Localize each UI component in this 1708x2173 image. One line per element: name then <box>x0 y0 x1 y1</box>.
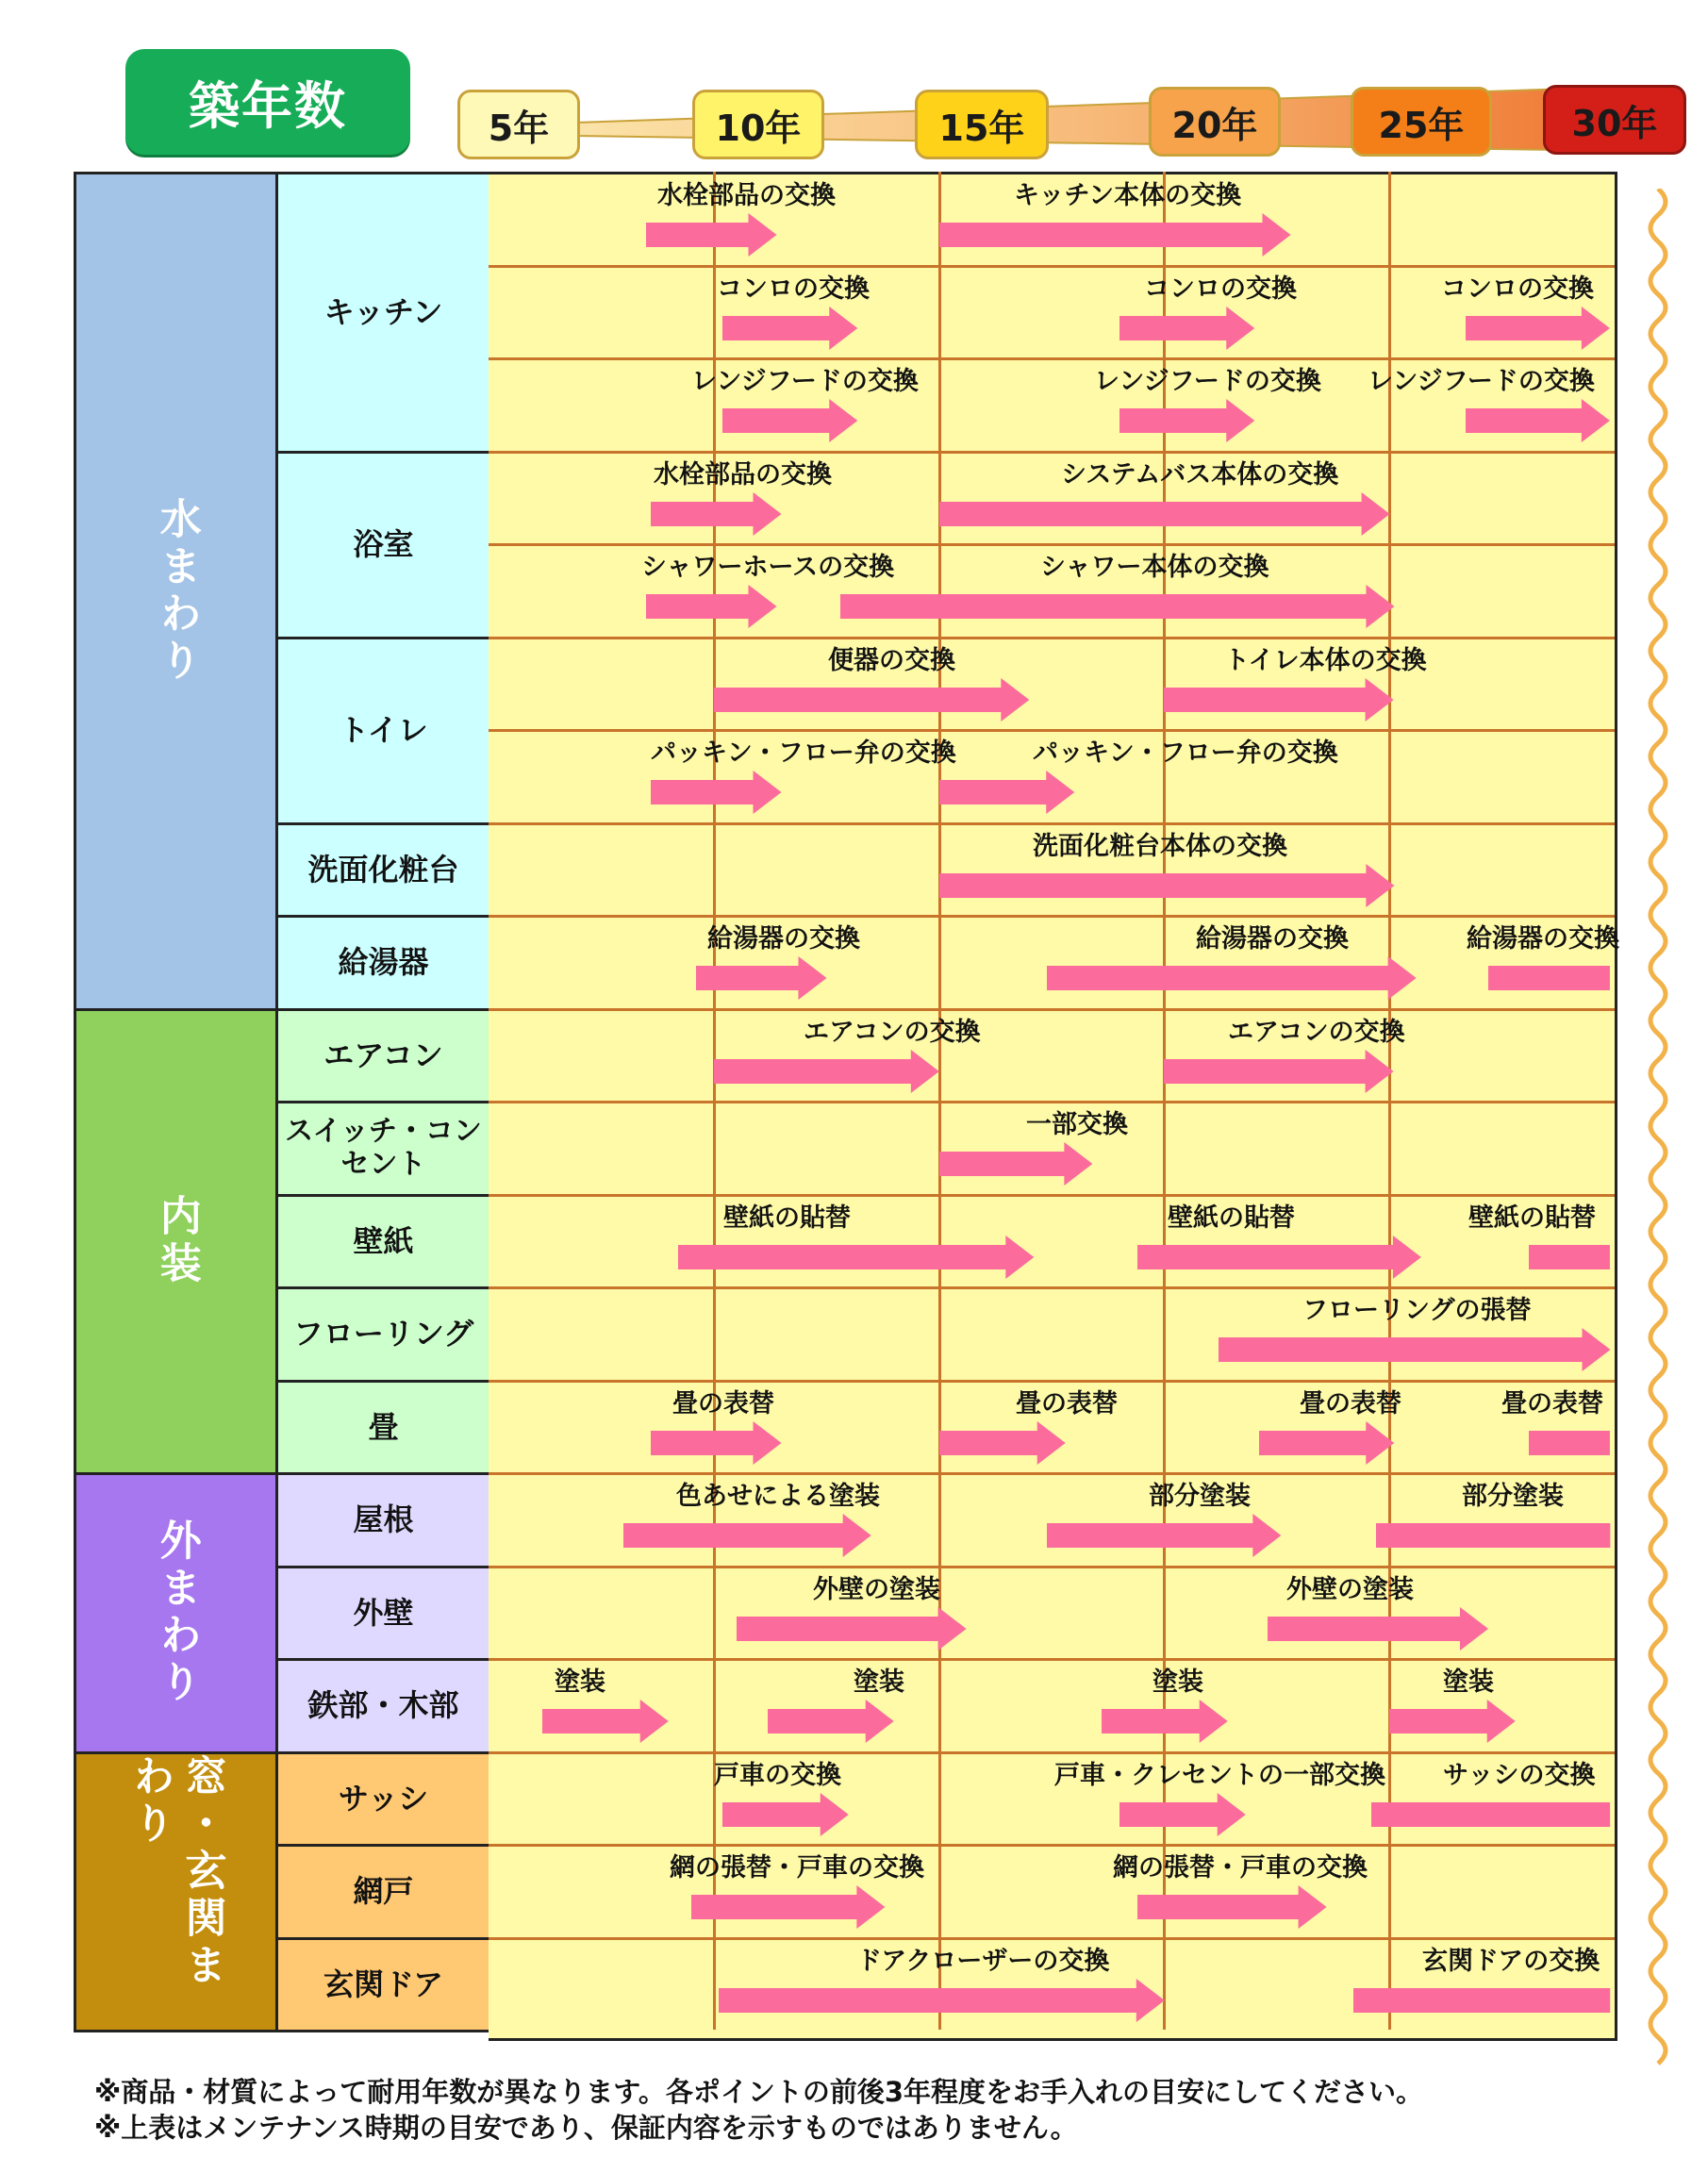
task-arrow <box>1529 1421 1610 1465</box>
task-arrow <box>939 1142 1092 1186</box>
subcategory-15: 網戸 <box>275 1844 491 1940</box>
task-label: フローリングの張替 <box>1302 1296 1532 1325</box>
task-label: 塗装 <box>1152 1667 1203 1697</box>
grid-hline <box>489 1472 1615 1475</box>
task-arrow <box>1389 1700 1516 1743</box>
task-label: 網の張替・戸車の交換 <box>1113 1853 1368 1883</box>
grid-hline <box>489 637 1615 639</box>
grid-hline <box>489 822 1615 825</box>
subcategory-8: 壁紙 <box>275 1194 491 1290</box>
task-label: 塗装 <box>555 1667 605 1697</box>
grid-hline <box>489 543 1615 546</box>
category-4 <box>74 1751 278 2033</box>
grid-hline <box>489 1844 1615 1847</box>
task-arrow <box>1102 1700 1228 1743</box>
task-label: 一部交換 <box>1026 1110 1128 1139</box>
task-label: コンロの交換 <box>1144 274 1297 304</box>
subcategory-1: キッチン <box>275 172 491 454</box>
task-arrow <box>1119 307 1254 350</box>
task-label: 玄関ドアの交換 <box>1422 1946 1600 1976</box>
task-label: コンロの交換 <box>1441 274 1594 304</box>
grid-hline <box>489 1101 1615 1103</box>
task-arrow <box>939 771 1074 814</box>
task-arrow <box>1353 1979 1610 2022</box>
subcategory-10: 畳 <box>275 1380 491 1476</box>
task-arrow <box>939 492 1390 536</box>
task-arrow <box>651 1421 782 1465</box>
task-arrow <box>939 213 1291 257</box>
task-label: 給湯器の交換 <box>1467 924 1619 954</box>
task-label: パッキン・フロー弁の交換 <box>651 738 956 768</box>
task-label: 便器の交換 <box>828 645 955 675</box>
task-arrow <box>1268 1607 1488 1650</box>
task-arrow <box>1488 956 1610 1000</box>
grid-hline <box>489 1566 1615 1568</box>
grid-hline <box>489 451 1615 454</box>
task-arrow <box>646 585 777 628</box>
task-arrow <box>1466 399 1610 442</box>
task-label: 畳の表替 <box>1016 1388 1118 1418</box>
grid-hline <box>489 1937 1615 1940</box>
task-label: 畳の表替 <box>1300 1388 1401 1418</box>
year-marker-6: 30年 <box>1543 85 1686 155</box>
footnote-durability: ※商品・材質によって耐用年数が異なります。各ポイントの前後3年程度をお手入れの目安にしてください。 <box>94 2076 1424 2108</box>
grid-hline <box>489 1008 1615 1011</box>
task-arrow <box>1529 1236 1610 1279</box>
task-arrow <box>768 1700 894 1743</box>
wavy-border-decoration <box>1639 189 1677 2065</box>
task-arrow <box>714 678 1029 722</box>
task-label: 外壁の塗装 <box>1286 1574 1414 1604</box>
task-label: シャワー本体の交換 <box>1040 553 1269 582</box>
task-arrow <box>646 213 777 257</box>
task-arrow <box>1047 1514 1281 1557</box>
task-arrow <box>651 492 782 536</box>
year-marker-1: 5年 <box>457 90 580 159</box>
task-label: シャワーホースの交換 <box>641 553 895 582</box>
year-marker-2: 10年 <box>692 90 824 159</box>
task-arrow <box>1466 307 1610 350</box>
task-label: 外壁の塗装 <box>813 1574 940 1604</box>
grid-hline <box>489 1658 1615 1661</box>
task-arrow <box>1376 1514 1610 1557</box>
task-label: 塗装 <box>1443 1667 1494 1697</box>
category-3 <box>74 1472 278 1754</box>
task-arrow <box>1259 1421 1394 1465</box>
subcategory-7: スイッチ・コンセント <box>275 1101 491 1197</box>
task-label: 色あせによる塗装 <box>676 1482 880 1511</box>
year-marker-3: 15年 <box>915 90 1049 159</box>
task-arrow <box>719 1979 1165 2022</box>
task-arrow <box>1164 678 1394 722</box>
category-label: 水まわり <box>152 496 201 686</box>
task-arrow <box>722 307 857 350</box>
task-label: キッチン本体の交換 <box>1014 181 1242 210</box>
category-label: 窓・玄関まわり <box>125 1753 226 1990</box>
task-arrow <box>840 585 1394 628</box>
category-label: 外まわり <box>152 1518 201 1708</box>
task-label: トイレ本体の交換 <box>1224 645 1427 675</box>
subcategory-5: 給湯器 <box>275 915 491 1011</box>
task-label: 戸車の交換 <box>714 1760 841 1790</box>
subcategory-13: 鉄部・木部 <box>275 1658 491 1754</box>
task-label: エアコンの交換 <box>804 1017 981 1047</box>
task-label: 洗面化粧台本体の交換 <box>1033 831 1287 861</box>
task-arrow <box>1119 399 1254 442</box>
grid-hline <box>489 915 1615 918</box>
task-label: パッキン・フロー弁の交換 <box>1033 738 1338 768</box>
task-label: コンロの交換 <box>717 274 870 304</box>
task-arrow <box>714 1050 939 1093</box>
task-label: サッシの交換 <box>1443 1760 1596 1790</box>
category-label: 内装 <box>152 1194 201 1289</box>
task-label: レンジフードの交換 <box>1094 367 1321 396</box>
grid-hline <box>489 265 1615 268</box>
task-label: 壁紙の貼替 <box>1468 1203 1596 1233</box>
grid-hline <box>489 1194 1615 1197</box>
grid-hline <box>489 357 1615 360</box>
page-title: 築年数 <box>125 49 410 155</box>
task-arrow <box>1047 956 1417 1000</box>
task-label: 水栓部品の交換 <box>654 459 832 489</box>
task-arrow <box>623 1514 871 1557</box>
task-label: 塗装 <box>854 1667 904 1697</box>
task-label: 戸車・クレセントの一部交換 <box>1054 1760 1385 1790</box>
task-label: 部分塗装 <box>1462 1482 1564 1511</box>
task-arrow <box>542 1700 669 1743</box>
footnote-disclaimer: ※上表はメンテナンス時期の目安であり、保証内容を示すものではありません。 <box>94 2112 1078 2144</box>
task-arrow <box>1137 1236 1421 1279</box>
year-marker-5: 25年 <box>1351 87 1492 157</box>
task-label: 給湯器の交換 <box>707 924 860 954</box>
task-label: システムバス本体の交換 <box>1061 459 1339 489</box>
task-label: 水栓部品の交換 <box>657 181 836 210</box>
subcategory-9: フローリング <box>275 1286 491 1383</box>
subcategory-4: 洗面化粧台 <box>275 822 491 919</box>
task-label: 部分塗装 <box>1149 1482 1251 1511</box>
subcategory-12: 外壁 <box>275 1566 491 1662</box>
task-arrow <box>1219 1328 1611 1371</box>
task-label: 畳の表替 <box>1501 1388 1603 1418</box>
task-arrow <box>691 1885 885 1929</box>
task-label: レンジフードの交換 <box>691 367 919 396</box>
task-label: レンジフードの交換 <box>1368 367 1595 396</box>
task-label: 畳の表替 <box>672 1388 774 1418</box>
subcategory-3: トイレ <box>275 637 491 825</box>
task-arrow <box>1137 1885 1327 1929</box>
task-label: ドアクローザーの交換 <box>856 1946 1110 1976</box>
year-marker-4: 20年 <box>1149 87 1281 157</box>
task-arrow <box>651 771 782 814</box>
grid-hline <box>489 1380 1615 1383</box>
task-arrow <box>678 1236 1034 1279</box>
task-arrow <box>939 1421 1066 1465</box>
task-arrow <box>722 399 857 442</box>
subcategory-14: サッシ <box>275 1751 491 1848</box>
subcategory-11: 屋根 <box>275 1472 491 1568</box>
grid-hline <box>489 729 1615 732</box>
task-arrow <box>696 956 827 1000</box>
subcategory-2: 浴室 <box>275 451 491 639</box>
task-label: 網の張替・戸車の交換 <box>670 1853 924 1883</box>
task-label: 給湯器の交換 <box>1196 924 1349 954</box>
task-arrow <box>1119 1793 1246 1836</box>
task-label: 壁紙の貼替 <box>1168 1203 1295 1233</box>
task-arrow <box>1371 1793 1610 1836</box>
grid-hline <box>489 1286 1615 1289</box>
task-label: エアコンの交換 <box>1228 1017 1405 1047</box>
grid-hline <box>489 1751 1615 1754</box>
task-arrow <box>939 864 1394 907</box>
subcategory-16: 玄関ドア <box>275 1937 491 2033</box>
task-arrow <box>737 1607 967 1650</box>
subcategory-6: エアコン <box>275 1008 491 1104</box>
task-arrow <box>1164 1050 1394 1093</box>
category-2 <box>74 1008 278 1476</box>
category-1 <box>74 172 278 1011</box>
task-arrow <box>722 1793 849 1836</box>
task-label: 壁紙の貼替 <box>723 1203 851 1233</box>
